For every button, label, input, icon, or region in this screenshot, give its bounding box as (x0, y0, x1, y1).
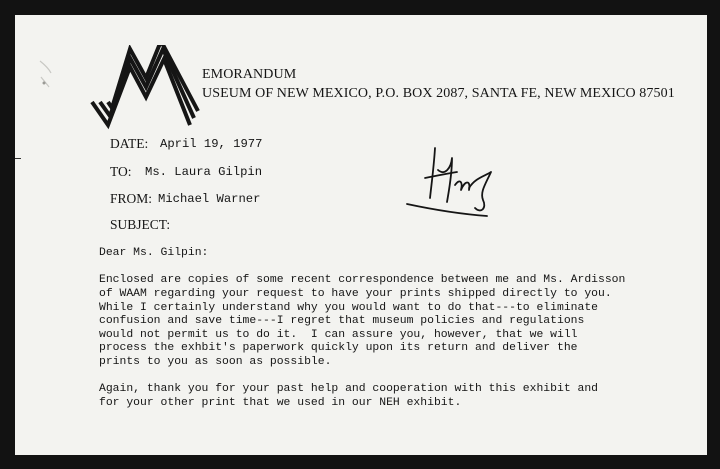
to-label: TO: (110, 164, 132, 179)
punch-hole-mark (37, 59, 57, 89)
letterhead-address: USEUM OF NEW MEXICO, P.O. BOX 2087, SANTA FE, NEW MEXICO 87501 (202, 86, 675, 101)
from-value: Michael Warner (158, 192, 261, 206)
paragraph-line: Again, thank you for your past help and cooperation with this exhibit and (99, 383, 598, 395)
salutation: Dear Ms. Gilpin: (99, 247, 209, 259)
memo-page (15, 15, 707, 455)
letterhead-memorandum: EMORANDUM (202, 67, 297, 82)
paragraph-line: prints to you as soon as possible. (99, 356, 332, 368)
subject-label: SUBJECT: (110, 217, 171, 232)
to-value: Ms. Laura Gilpin (145, 165, 263, 179)
museum-m-logo (90, 45, 200, 135)
paragraph-line: process the exhbit's paperwork quickly upon its return and deliver the (99, 342, 578, 354)
paragraph-line: of WAAM regarding your request to have your prints shipped directly to you. (99, 288, 612, 300)
paragraph-line: Enclosed are copies of some recent correspondence between me and Ms. Ardisson (99, 274, 626, 286)
paragraph-line: for your other print that we used in our NEH exhibit. (99, 397, 462, 409)
date-value: April 19, 1977 (160, 137, 263, 151)
paragraph-line: confusion and save time---I regret that museum policies and regulations (99, 315, 585, 327)
paragraph-line: would not permit us to do it. I can assure you, however, that we will (99, 329, 578, 341)
date-label: DATE: (110, 136, 149, 151)
from-label: FROM: (110, 191, 153, 206)
handwritten-signature (405, 130, 510, 220)
paragraph-line: While I certainly understand why you would want to do that---to eliminate (99, 302, 598, 314)
edge-mark (15, 158, 21, 159)
